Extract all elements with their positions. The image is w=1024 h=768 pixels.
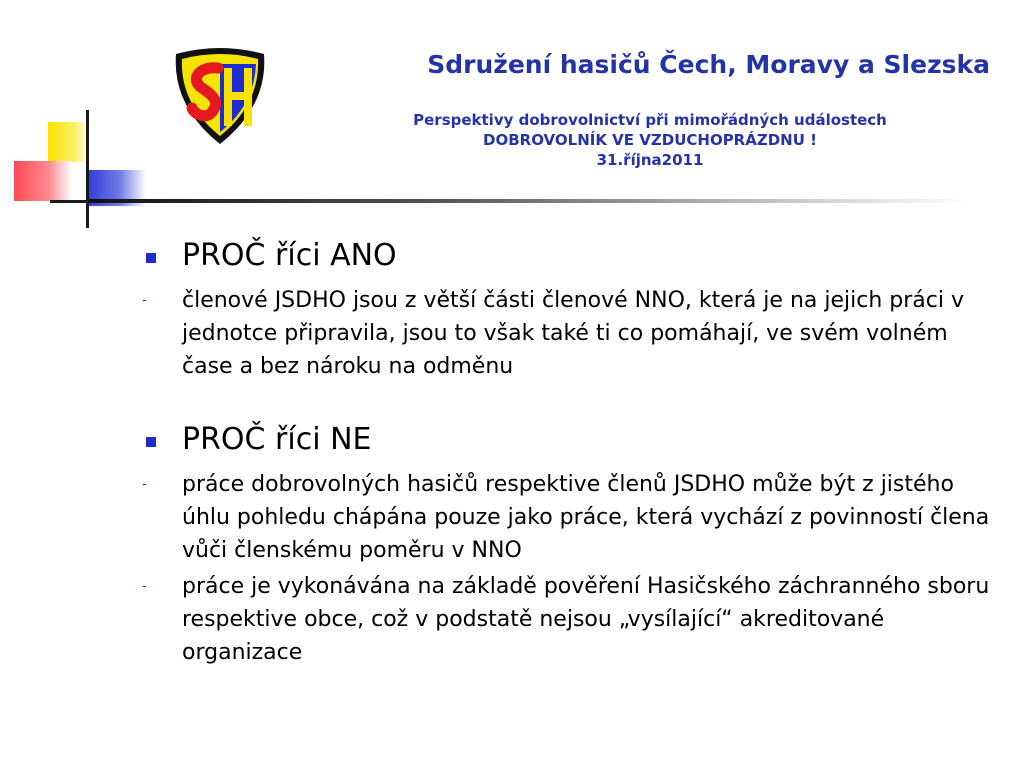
section-heading-text: PROČ říci NE: [182, 422, 372, 457]
subtitle-block: [330, 110, 970, 170]
subtitle-line-2: DOBROVOLNÍK VE VZDUCHOPRÁZDNU !: [483, 131, 817, 149]
square-bullet-icon: [146, 253, 156, 263]
decor-yellow-square: [48, 122, 88, 162]
dash-bullet-icon: -: [142, 579, 147, 594]
list-item-text: práce dobrovolných hasičů respektive členů JSDHO může být z jistého úhlu pohledu chápána pouze jako práce, která vychází z povinností člena vůči členskému poměru v NNO: [182, 472, 990, 563]
decor-vertical-line: [86, 110, 89, 228]
spacer: [140, 386, 1000, 420]
list-item: [140, 284, 1000, 383]
section-heading-ano: [140, 236, 1000, 276]
dash-bullet-icon: -: [142, 477, 147, 492]
section-heading-ne: [140, 420, 1000, 460]
section-heading-text: PROČ říci ANO: [182, 238, 397, 273]
list-item: [140, 468, 1000, 567]
page-title: Sdružení hasičů Čech, Moravy a Slezska: [427, 50, 990, 79]
decor-red-square: [14, 161, 72, 201]
list-item-text: práce je vykonávána na základě pověření Hasičského záchranného sboru respektive obce, což v podstatě nejsou „vysílající“ akreditované organizace: [182, 574, 990, 665]
list-item-text: členové JSDHO jsou z větší části členové NNO, která je na jejich práci v jednotce připravila, jsou to však také ti co pomáhají, ve svém volném čase a bez nároku na odměnu: [182, 288, 964, 379]
subtitle-line-1: Perspektivy dobrovolnictví při mimořádných událostech: [413, 111, 887, 129]
square-bullet-icon: [146, 437, 156, 447]
content-area: [140, 236, 1000, 672]
header-divider-line: [88, 199, 968, 203]
list-item: [140, 570, 1000, 669]
sh-shield-logo: [168, 44, 272, 148]
dash-bullet-icon: -: [142, 293, 147, 308]
subtitle-line-3: 31.října2011: [596, 151, 704, 169]
